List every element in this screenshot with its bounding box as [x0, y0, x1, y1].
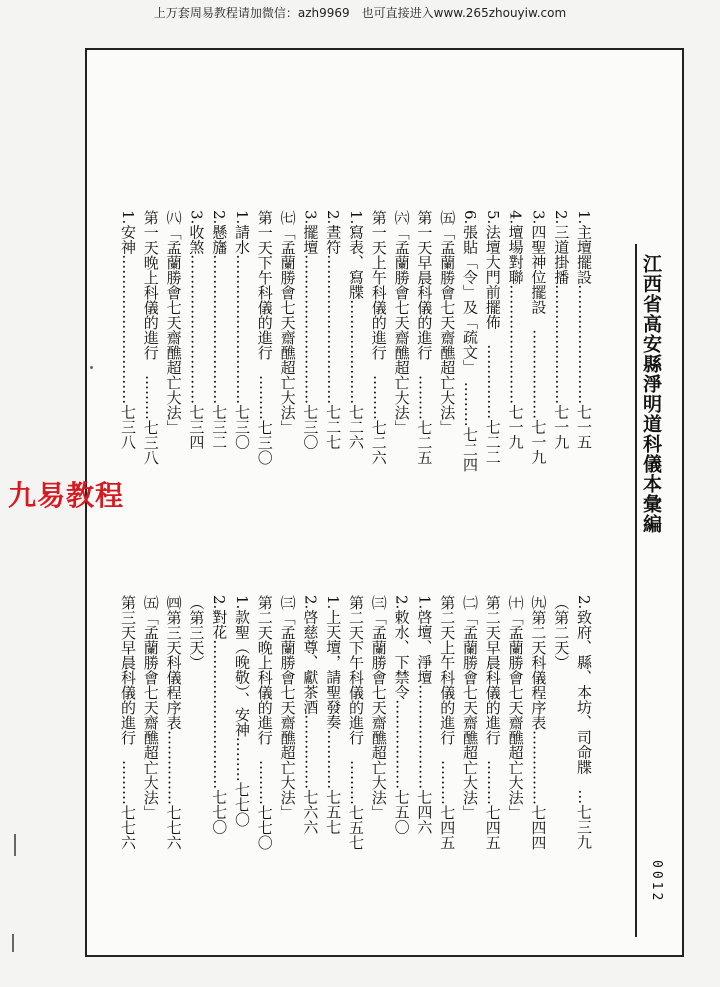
toc-entry: 第二天上午科儀的進行 ………七四五: [438, 595, 457, 850]
toc-entry: 第一天下午科儀的進行 ………七三〇: [255, 210, 274, 465]
toc-entry: 1.請水…………………………七三〇: [233, 210, 251, 450]
toc-entry: 3.收煞…………………………七三四: [187, 210, 206, 450]
scan-speck: [12, 934, 14, 952]
watermark-logo: 九易教程: [8, 479, 125, 512]
toc-entry: 2.懸旛…………………………七三二: [210, 210, 229, 450]
toc-entry: 第三天早晨科儀的進行 ………七七六: [119, 595, 137, 850]
scan-speck: [14, 834, 16, 856]
toc-entry: 2.三道掛播……………………七一九: [552, 210, 571, 450]
toc-entry: 1.款聖（晚敬）、安神………七七〇: [233, 595, 251, 827]
toc-entry: ㈡「孟蘭勝會七天齋醮超亡大法」: [461, 595, 479, 820]
toc-entry: ㈧「孟蘭勝會七天齋醮超亡大法」: [164, 210, 183, 435]
toc-entry: ㈨第二天科儀程序表……………七四四: [529, 595, 548, 850]
toc-entry: 第二天晚上科儀的進行 ………七七〇: [255, 595, 274, 850]
toc-entry: ㈤「孟蘭勝會七天齋醮超亡大法」: [438, 210, 457, 435]
toc-entry: 1.安神…………………………七三八: [119, 210, 137, 450]
page-frame: [85, 48, 684, 957]
book-title: 江西省高安縣淨明道科儀本彙編: [640, 254, 662, 534]
toc-entry: 2.致府、縣、本坊、司命牒 …七三九: [575, 595, 593, 850]
toc-entry: 2.敕水、下禁令………………七五〇: [392, 595, 411, 835]
toc-entry: 1.上天壇，請聖發奏…………七五七: [324, 595, 343, 835]
toc-entry: 2.對花…………………………七七〇: [210, 595, 229, 835]
toc-entry: ㈩「孟蘭勝會七天齋醮超亡大法」: [506, 595, 525, 820]
toc-entry: ㈣第三天科儀程序表……………七七六: [164, 595, 183, 850]
toc-entry: 4.壇場對聯……………………七一九: [506, 210, 525, 450]
toc-entry: 5.法壇大門前擺佈 ……………七二二: [483, 210, 502, 465]
title-column: [635, 244, 667, 937]
toc-entry: 第一天晚上科儀的進行 ………七三八: [141, 210, 160, 465]
toc-entry: （第二天）: [552, 595, 571, 670]
scan-speck: [90, 366, 93, 369]
toc-entry: ㈤「孟蘭勝會七天齋醮超亡大法」: [141, 595, 160, 820]
toc-entry: ㈦「孟蘭勝會七天齋醮超亡大法」: [278, 210, 297, 435]
toc-entry: 1.主壇擺設……………………七一五: [575, 210, 593, 450]
toc-entry: 1.寫表、寫牒…………………七二六: [347, 210, 365, 450]
toc-entry: （第三天）: [187, 595, 206, 670]
toc-entry: 3.擺壇…………………………七三〇: [301, 210, 320, 450]
toc-entry: 第二天下午科儀的進行 ………七五七: [347, 595, 365, 850]
toc-entry: 1.啓壇、淨壇…………………七四六: [415, 595, 434, 835]
toc-entry: 第二天早晨科儀的進行 ………七四五: [483, 595, 502, 850]
toc-entry: 2.啓慈尊、獻茶酒……………七六六: [301, 595, 320, 835]
toc-entry: 2.晝符…………………………七二七: [324, 210, 343, 450]
toc-entry: 6.張貼「令」及「疏文」 ………七二四: [461, 210, 479, 472]
toc-entry: ㈢「孟蘭勝會七天齋醮超亡大法」: [369, 595, 388, 820]
toc-entry: 第一天上午科儀的進行 ………七二六: [369, 210, 388, 465]
toc-entry: ㈢「孟蘭勝會七天齋醮超亡大法」: [278, 595, 297, 820]
toc-entry: 第一天早晨科儀的進行 ………七二五: [415, 210, 434, 465]
page-number: 0012: [649, 860, 664, 904]
toc-entry: ㈥「孟蘭勝會七天齋醮超亡大法」: [392, 210, 411, 435]
toc-entry: 3.四聖神位擺設 ………………七一九: [529, 210, 548, 465]
page-header-notice: 上万套周易教程请加微信：azh9969 也可直接进入www.265zhouyiw.com: [153, 6, 567, 20]
